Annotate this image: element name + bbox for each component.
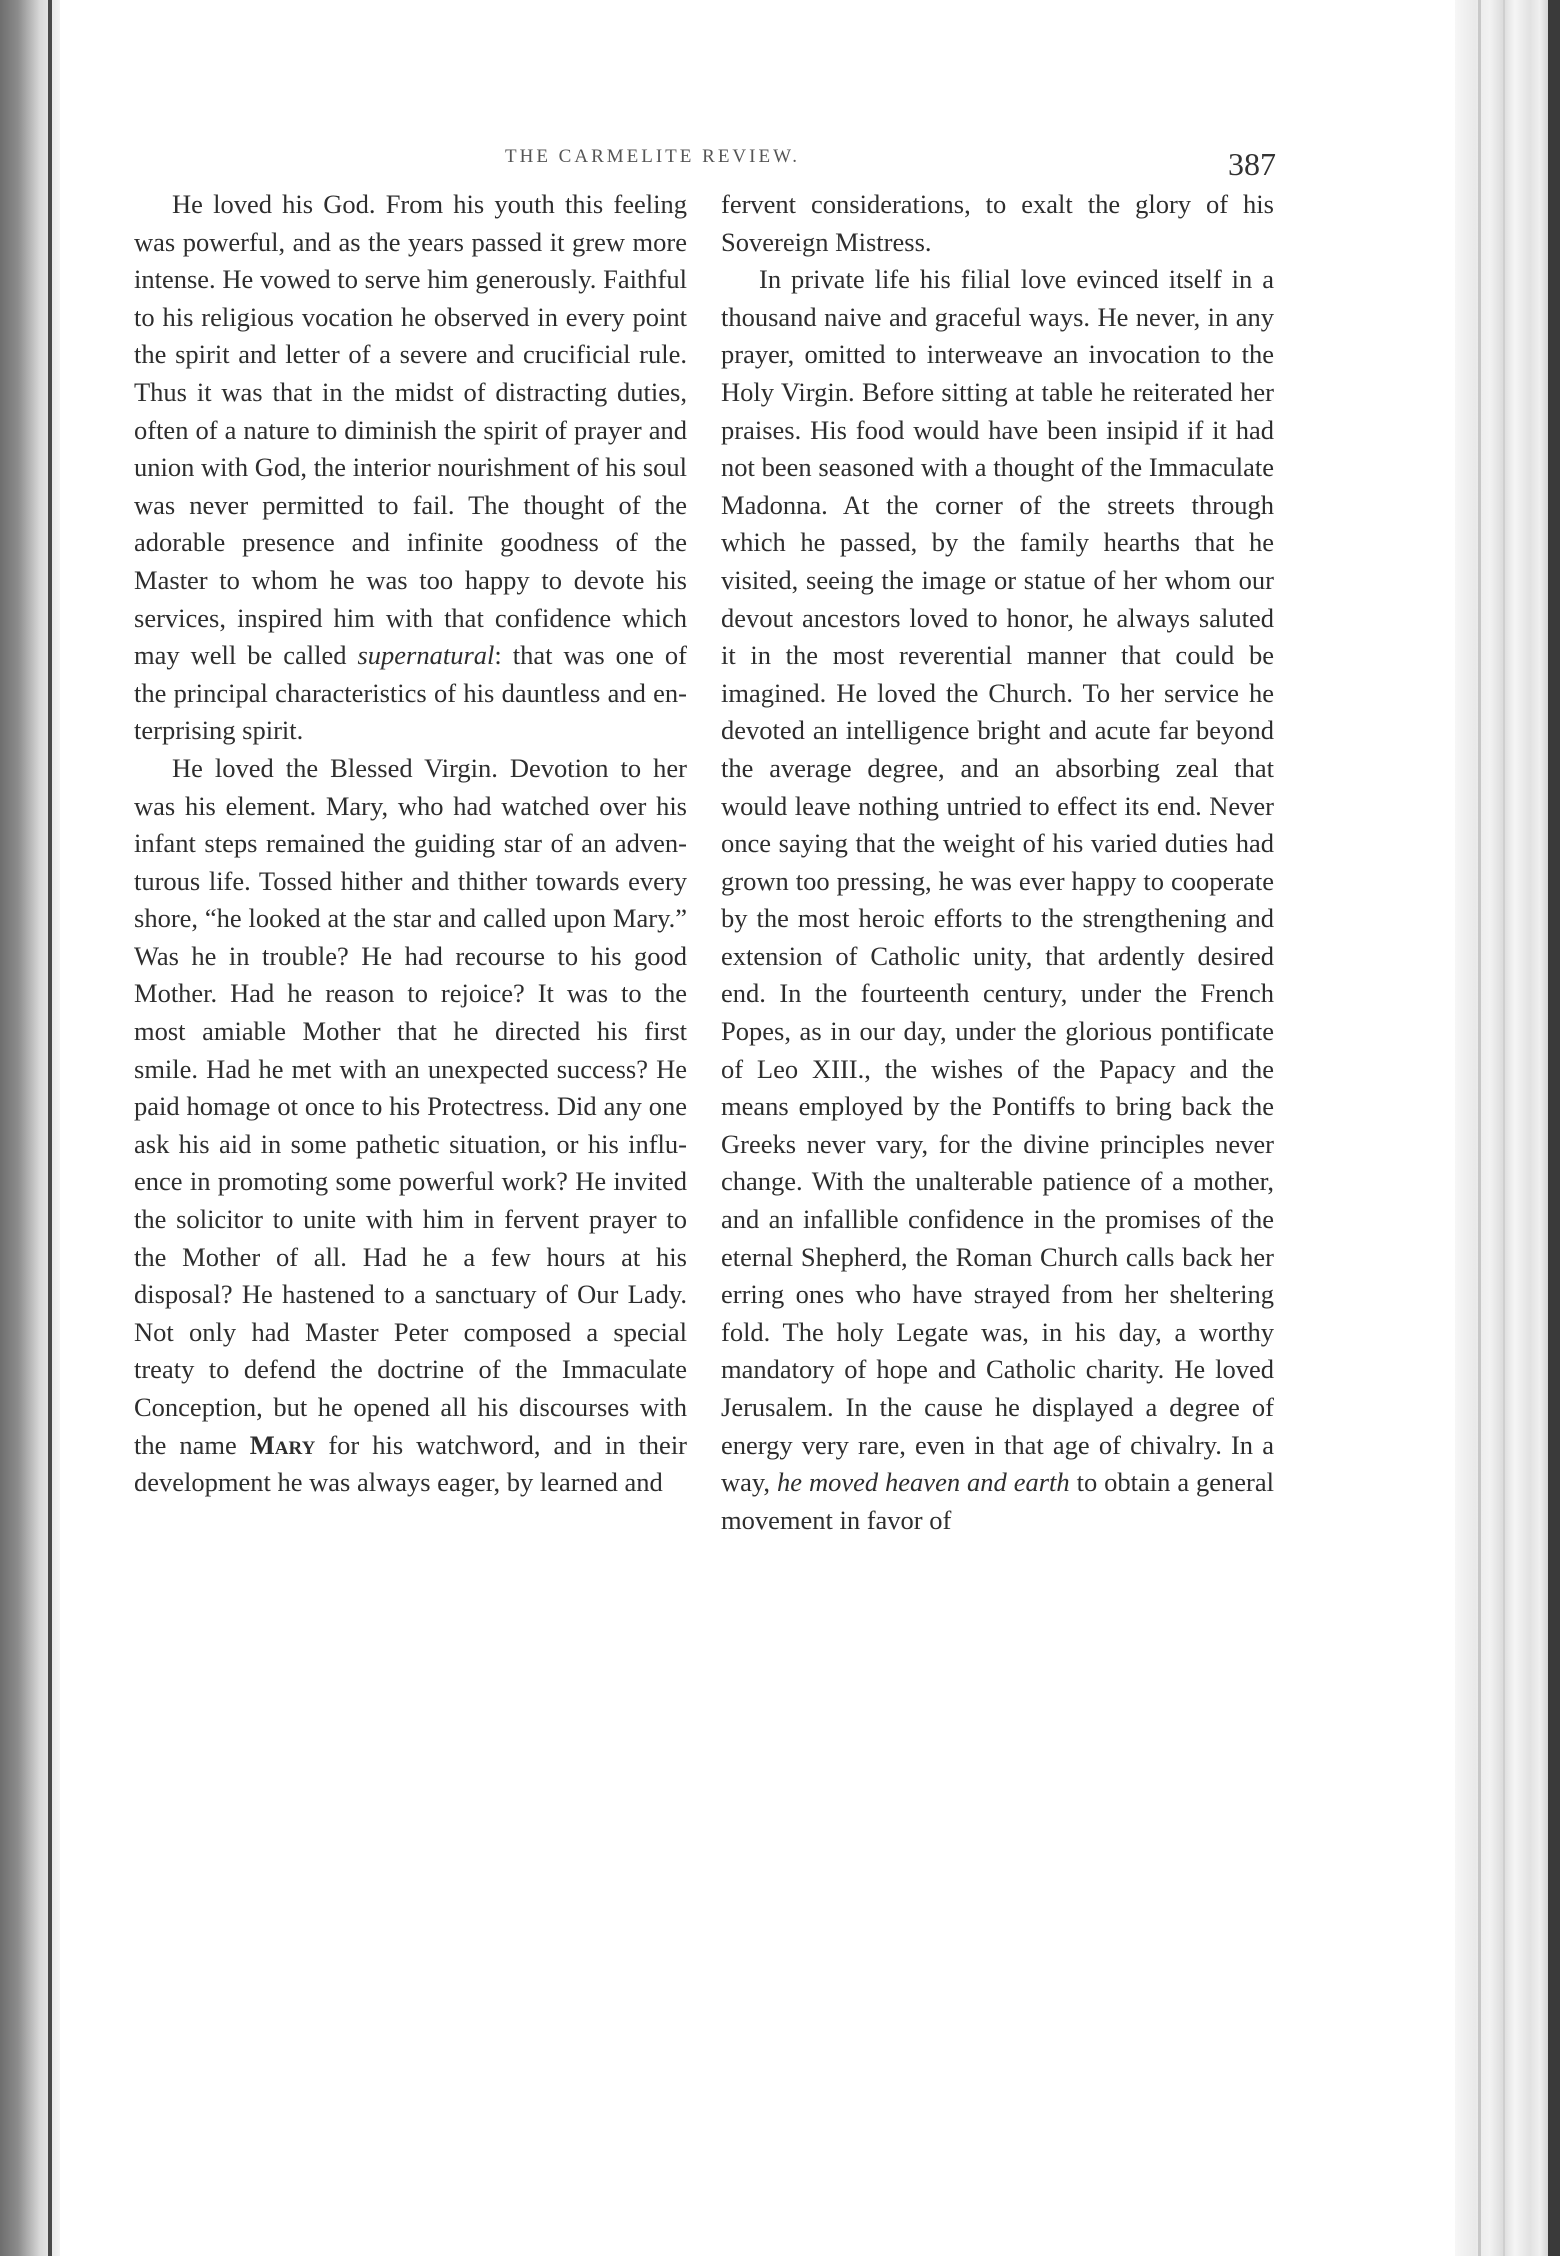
paragraph-loved-god <box>134 186 687 750</box>
scan-edge-right-line <box>1478 0 1481 2256</box>
scan-edge-right-dark <box>1548 0 1560 2256</box>
paragraph-text: In private life his filial love evinced itself in a thousand naive and graceful ways. He never, in any prayer, omitted to interweave an invocation to the Holy Virgin. Before sitting at table he reiterated her praises. His food would have been insipid if it had not been seasoned with a thought of the Immaculate Madonna. At the corner of the streets through which he passed, by the family hearths that he visited, seeing the image or statue of her whom our devout ancestors loved to honor, he always saluted it in the most reverential manner that could be imagined. He loved the Church. To her service he devoted an intelligence bright and acute far beyond the average degree, and an absorbing zeal that would leave nothing untried to effect its end. Never once saying that the weight of his varied duties had grown too pressing, he was ever happy to cooperate by the most heroic efforts to the strengthening and extension of Catholic unity, that ardently desired end. In the fourteenth century, under the French Popes, as in our day, under the glorious pontificate of Leo XIII., the wishes of the Papacy and the means employed by the Pontiffs to bring back the Greeks never vary, for the divine principles never change. With the unalterable patience of a mother, and an infallible confidence in the promises of the eternal Shepherd, the Roman Church calls back her erring ones who have strayed from her sheltering fold. The holy Legate was, in his day, a worthy mandatory of hope and Catholic charity. He loved Jerusalem. In the cause he displayed a degree of energy very rare, even in that age of chivalry. In a way, <box>721 264 1274 1498</box>
italic-text: supernatural <box>357 640 495 671</box>
scan-edge-right <box>1455 0 1560 2256</box>
small-caps-text: Mary <box>249 1429 316 1460</box>
paragraph-text: for his watchword, and in their development he was always eager, by learned and <box>134 1429 688 1498</box>
paragraph-text: He loved the Blessed Virgin. Devotion to her was his element. Mary, who had watched over his infant steps remained the guiding star of an adventurous life. Tossed hither and thither towards every shore, “he looked at the star and called upon Mary.” Was he in trouble? He had recourse to his good Mother. Had he reason to rejoice? It was to the most amiable Mother that he directed his first smile. Had he met with an unexpected success? He paid homage ot once to his Protectress. Did any one ask his aid in some pathetic situation, or his influence in promoting some powerful work? He invited the solicitor to unite with him in fervent prayer to the Mother of all. Had he a few hours at his disposal? He hastened to a sanctuary of Our Lady. Not only had Master Peter composed a special treaty to defend the doctrine of the Immaculate Conception, but he opened all his discourses with the name <box>134 752 687 1460</box>
paragraph-text: to obtain a general movement in favor of <box>721 1467 1274 1535</box>
left-column <box>134 186 687 1502</box>
paragraph-private-life <box>721 261 1274 1539</box>
scan-edge-left-line <box>48 0 52 2256</box>
paragraph-text: fervent considerations, to exalt the glory of his Sovereign Mistress. <box>721 189 1274 257</box>
italic-text: he moved heaven and earth <box>777 1467 1070 1498</box>
paragraph-text: He loved his God. From his youth this feeling was powerful, and as the years passed it grew more intense. He vowed to serve him generously. Faithful to his religious vocation he observed in every point the spirit and letter of a severe and crucificial rule. Thus it was that in the midst of distracting duties, often of a nature to diminish the spirit of prayer and union with God, the interior nourishment of his soul was never permitted to fail. The thought of the adorable presence and infinite goodness of the Master to whom he was too happy to devote his services, inspired him with that confidence which may well be called <box>134 189 687 671</box>
right-column <box>721 186 1274 1539</box>
page-number: 387 <box>1228 146 1276 182</box>
scan-edge-right-line <box>1503 0 1505 2256</box>
paragraph-loved-virgin <box>134 750 687 1502</box>
running-head: THE CARMELITE REVIEW. <box>505 146 801 167</box>
paragraph-text: : that was one of the principal characteristics of his dauntless and enterprising spirit. <box>134 640 687 746</box>
paragraph-continuation <box>721 186 1274 261</box>
